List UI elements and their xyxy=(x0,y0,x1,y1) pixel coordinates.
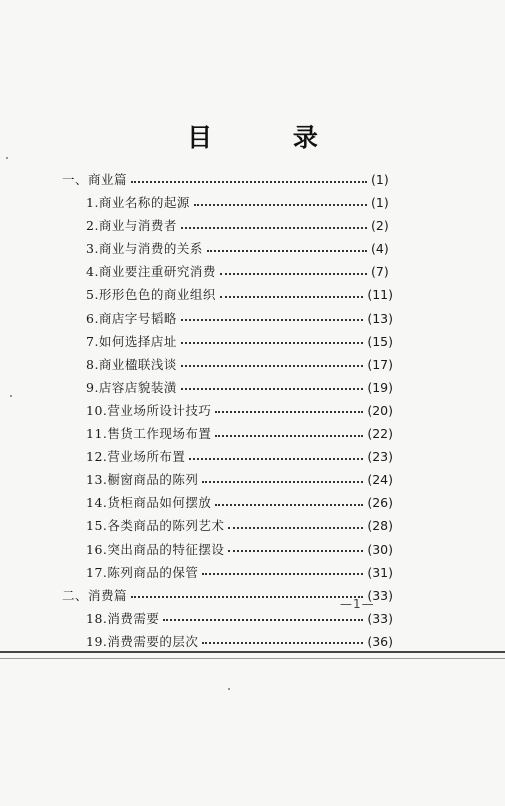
dot-leader xyxy=(181,388,363,390)
toc-entry[interactable] xyxy=(0,445,505,468)
dot-leader xyxy=(215,411,363,413)
page-number: (2) xyxy=(371,218,389,234)
toc-entry-title: 10.营业场所设计技巧 xyxy=(86,402,212,418)
toc-entry[interactable] xyxy=(0,214,505,237)
toc-entry-title: 19.消费需要的层次 xyxy=(86,633,199,649)
page-number: (1) xyxy=(371,172,389,187)
section-number: 二、 xyxy=(62,587,89,603)
table-of-contents xyxy=(0,168,505,653)
toc-entry-title: 13.橱窗商品的陈列 xyxy=(86,472,199,488)
toc-entry-title: 1.商业名称的起源 xyxy=(86,195,190,211)
page-edge-rule-thin xyxy=(0,658,505,659)
page-number: (24) xyxy=(367,472,393,488)
toc-entry[interactable] xyxy=(0,561,505,584)
toc-entry[interactable] xyxy=(0,538,505,561)
footer-page-number: —1— xyxy=(340,597,375,611)
toc-entry-title: 2.商业与消费者 xyxy=(86,218,177,234)
page-number: (36) xyxy=(367,633,393,649)
toc-entry[interactable] xyxy=(0,630,505,653)
dot-leader xyxy=(163,619,363,621)
toc-entry-title: 15.各类商品的陈列艺术 xyxy=(86,518,225,534)
dot-leader xyxy=(194,204,367,206)
toc-entry-title: 17.陈列商品的保管 xyxy=(86,564,199,580)
toc-entry[interactable] xyxy=(0,607,505,630)
dot-leader xyxy=(207,250,367,252)
page-number: (33) xyxy=(367,610,393,626)
dot-leader xyxy=(228,550,363,552)
section-label: 商业篇 xyxy=(88,172,128,187)
toc-entry-title: 8.商业楹联浅谈 xyxy=(86,356,177,372)
toc-entry[interactable] xyxy=(0,514,505,537)
toc-section-title xyxy=(62,584,127,607)
toc-entry[interactable] xyxy=(0,237,505,260)
page-number: (7) xyxy=(371,264,389,280)
toc-section-title xyxy=(62,168,127,191)
page-number: (30) xyxy=(367,541,393,557)
dot-leader xyxy=(131,181,367,183)
toc-section-business[interactable] xyxy=(0,168,505,191)
page-number: (17) xyxy=(367,356,393,372)
scan-speck xyxy=(228,688,230,690)
toc-entry[interactable] xyxy=(0,307,505,330)
toc-entry-title: 4.商业要注重研究消费 xyxy=(86,264,216,280)
dot-leader xyxy=(202,481,363,483)
dot-leader xyxy=(181,342,363,344)
scan-speck xyxy=(6,157,8,159)
toc-entry-title: 5.形形色色的商业组织 xyxy=(86,287,216,303)
page-number: (19) xyxy=(367,379,393,395)
dot-leader xyxy=(202,573,363,575)
scan-speck xyxy=(10,395,12,397)
page-title: 目 录 xyxy=(187,123,354,152)
dot-leader xyxy=(220,273,367,275)
toc-entry[interactable] xyxy=(0,283,505,306)
page-number: (15) xyxy=(367,333,393,349)
toc-entry[interactable] xyxy=(0,260,505,283)
toc-entry-title: 3.商业与消费的关系 xyxy=(86,241,203,257)
toc-entry[interactable] xyxy=(0,491,505,514)
section-number: 一、 xyxy=(62,172,89,187)
toc-entry-title: 11.售货工作现场布置 xyxy=(86,426,212,442)
dot-leader xyxy=(220,296,363,298)
page-number: (1) xyxy=(371,195,389,211)
dot-leader xyxy=(131,596,363,598)
toc-entry-title: 7.如何选择店址 xyxy=(86,333,177,349)
toc-entry[interactable] xyxy=(0,353,505,376)
page-number: (31) xyxy=(367,564,393,580)
toc-entry[interactable] xyxy=(0,376,505,399)
dot-leader xyxy=(181,365,363,367)
toc-entry[interactable] xyxy=(0,191,505,214)
toc-entry-title: 12.营业场所布置 xyxy=(86,449,186,465)
dot-leader xyxy=(181,319,363,321)
page-number: (4) xyxy=(371,241,389,257)
page-number: (22) xyxy=(367,426,393,442)
toc-entry[interactable] xyxy=(0,330,505,353)
section-label: 消费篇 xyxy=(88,587,128,603)
page-number: (28) xyxy=(367,518,393,534)
toc-entry-title: 9.店容店貌装潢 xyxy=(86,379,177,395)
page-number: (20) xyxy=(367,402,393,418)
toc-section-consumption[interactable] xyxy=(0,584,505,607)
toc-entry[interactable] xyxy=(0,468,505,491)
page-edge-rule xyxy=(0,651,505,653)
dot-leader xyxy=(228,527,363,529)
dot-leader xyxy=(215,504,363,506)
page-number: (11) xyxy=(367,287,393,303)
toc-entry-title: 6.商店字号韬略 xyxy=(86,310,177,326)
toc-entry-title: 14.货柜商品如何摆放 xyxy=(86,495,212,511)
toc-entry-title: 18.消费需要 xyxy=(86,610,160,626)
page-number: (23) xyxy=(367,449,393,465)
toc-entry[interactable] xyxy=(0,399,505,422)
page-number: (33) xyxy=(367,587,393,603)
page-number: (26) xyxy=(367,495,393,511)
toc-entry[interactable] xyxy=(0,422,505,445)
dot-leader xyxy=(189,458,363,460)
dot-leader xyxy=(181,227,367,229)
dot-leader xyxy=(202,642,363,644)
page-number: (13) xyxy=(367,310,393,326)
toc-entry-title: 16.突出商品的特征摆设 xyxy=(86,541,225,557)
dot-leader xyxy=(215,435,363,437)
